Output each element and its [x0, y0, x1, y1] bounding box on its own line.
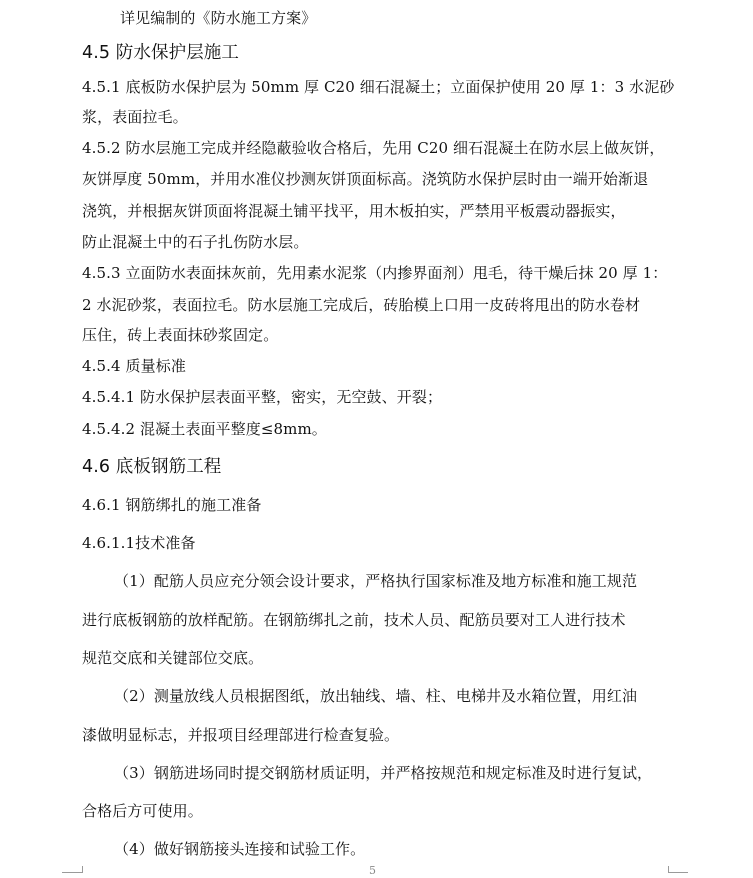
text-line: 漆做明显标志，并报项目经理部进行检查复验。 — [82, 726, 400, 744]
text-line: 4.5.4.1 防水保护层表面平整，密实，无空鼓、开裂； — [82, 388, 443, 406]
text-line: （1）配筋人员应充分领会设计要求，严格执行国家标准及地方标准和施工规范 — [114, 572, 638, 590]
text-line: 规范交底和关键部位交底。 — [82, 649, 264, 667]
text-line: 4.5.2 防水层施工完成并经隐蔽验收合格后，先用 C20 细石混凝土在防水层上做灰饼， — [82, 139, 665, 157]
text-line: 浇筑，并根据灰饼顶面将混凝土铺平找平，用木板拍实，严禁用平板震动器振实， — [82, 202, 626, 220]
text-line: 2 水泥砂浆，表面拉毛。防水层施工完成后，砖胎模上口用一皮砖将甩出的防水卷材 — [82, 296, 641, 314]
subsection-heading: 4.5.4 质量标准 — [82, 357, 186, 375]
text-line: 浆，表面拉毛。 — [82, 108, 188, 126]
subsection-heading: 4.6.1.1技术准备 — [82, 534, 196, 552]
text-line: 进行底板钢筋的放样配筋。在钢筋绑扎之前，技术人员、配筋员要对工人进行技术 — [82, 611, 626, 629]
text-line: 详见编制的《防水施工方案》 — [120, 9, 317, 27]
section-heading-4-5: 4.5 防水保护层施工 — [82, 43, 239, 63]
text-line: （3）钢筋进场同时提交钢筋材质证明，并严格按规范和规定标准及时进行复试， — [114, 764, 653, 782]
text-line: 压住，砖上表面抹砂浆固定。 — [82, 326, 279, 344]
margin-corner-mark — [82, 866, 83, 873]
text-line: 4.5.1 底板防水保护层为 50mm 厚 C20 细石混凝土；立面保护使用 20 厚 1：3 水泥砂 — [82, 78, 675, 96]
text-line: （4）做好钢筋接头连接和试验工作。 — [114, 840, 366, 858]
text-line: 4.5.3 立面防水表面抹灰前，先用素水泥浆（内掺界面剂）甩毛，待干燥后抹 20 厚 1： — [82, 264, 668, 282]
text-line: （2）测量放线人员根据图纸，放出轴线、墙、柱、电梯井及水箱位置，用红油 — [114, 687, 638, 705]
page-number: 5 — [369, 864, 376, 877]
text-line: 防止混凝土中的石子扎伤防水层。 — [82, 233, 309, 251]
subsection-heading: 4.6.1 钢筋绑扎的施工准备 — [82, 496, 262, 514]
margin-corner-mark — [668, 872, 688, 873]
section-heading-4-6: 4.6 底板钢筋工程 — [82, 457, 222, 477]
margin-corner-mark — [668, 866, 669, 873]
margin-corner-mark — [62, 872, 82, 873]
text-line: 4.5.4.2 混凝土表面平整度≤8mm。 — [82, 420, 327, 438]
text-line: 合格后方可使用。 — [82, 802, 203, 820]
text-line: 灰饼厚度 50mm，并用水准仪抄测灰饼顶面标高。浇筑防水保护层时由一端开始渐退 — [82, 170, 649, 188]
